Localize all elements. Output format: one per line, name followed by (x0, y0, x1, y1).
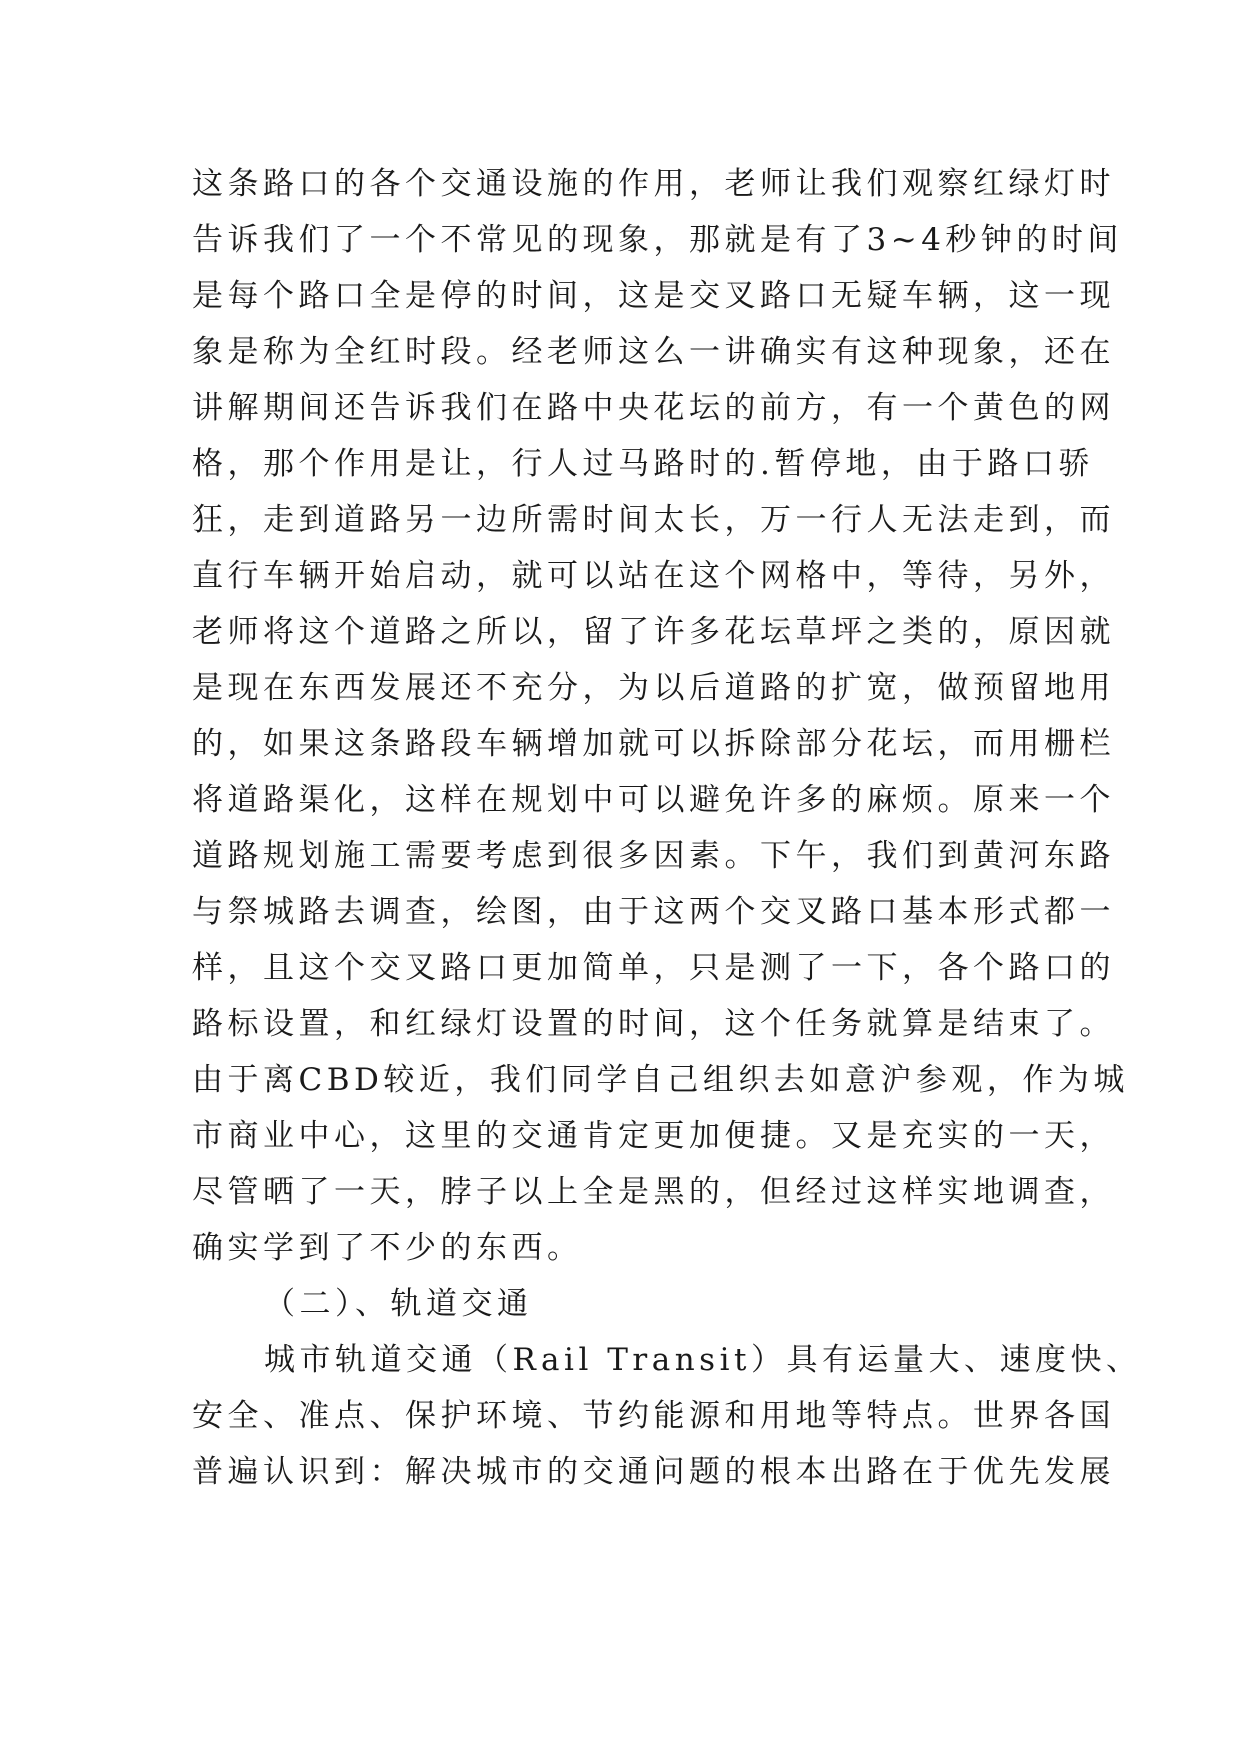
text-line: 这条路口的各个交通设施的作用，老师让我们观察红绿灯时 (192, 166, 1115, 202)
paragraph-line: 普遍认识到：解决城市的交通问题的根本出路在于优先发展 (192, 1454, 1115, 1490)
text-line: 是每个路口全是停的时间，这是交叉路口无疑车辆，这一现 (192, 278, 1115, 314)
text-line: 市商业中心，这里的交通肯定更加便捷。又是充实的一天， (192, 1118, 1115, 1154)
body-text (192, 156, 1142, 1500)
text-line: 道路规划施工需要考虑到很多因素。下午，我们到黄河东路 (192, 838, 1115, 874)
text-line: 与祭城路去调查，绘图，由于这两个交叉路口基本形式都一 (192, 894, 1115, 930)
text-line: 将道路渠化，这样在规划中可以避免许多的麻烦。原来一个 (192, 782, 1115, 818)
text-line: 格，那个作用是让，行人过马路时的.暂停地，由于路口骄 (192, 446, 1094, 482)
text-line: 路标设置，和红绿灯设置的时间，这个任务就算是结束了。 (192, 1006, 1115, 1042)
text-line: 狂，走到道路另一边所需时间太长，万一行人无法走到，而 (192, 502, 1115, 538)
text-line: 样，且这个交叉路口更加简单，只是测了一下，各个路口的 (192, 950, 1115, 986)
text-line: 的，如果这条路段车辆增加就可以拆除部分花坛，而用栅栏 (192, 726, 1115, 762)
text-line: 象是称为全红时段。经老师这么一讲确实有这种现象，还在 (192, 334, 1115, 370)
paragraph-line: 安全、准点、保护环境、节约能源和用地等特点。世界各国 (192, 1398, 1115, 1434)
text-line: 告诉我们了一个不常见的现象，那就是有了3~4秒钟的时间 (192, 222, 1123, 258)
text-line: 确实学到了不少的东西。 (192, 1230, 583, 1266)
text-line: 是现在东西发展还不充分，为以后道路的扩宽，做预留地用 (192, 670, 1115, 706)
text-line: 尽管晒了一天，脖子以上全是黑的，但经过这样实地调查， (192, 1174, 1115, 1210)
text-line: 老师将这个道路之所以，留了许多花坛草坪之类的，原因就 (192, 614, 1115, 650)
section-heading: （二）、轨道交通 (264, 1286, 533, 1322)
text-line: 直行车辆开始启动，就可以站在这个网格中，等待，另外， (192, 558, 1115, 594)
text-line: 讲解期间还告诉我们在路中央花坛的前方，有一个黄色的网 (192, 390, 1115, 426)
text-line: 由于离CBD较近，我们同学自己组织去如意沪参观，作为城 (192, 1062, 1129, 1098)
paragraph-line: 城市轨道交通（Rail Transit）具有运量大、速度快、 (264, 1342, 1142, 1378)
